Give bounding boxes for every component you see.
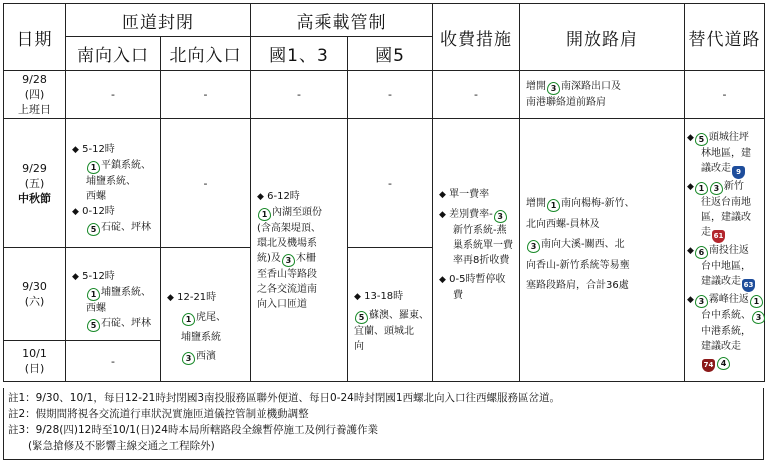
date-cell-0928 bbox=[4, 71, 66, 119]
hov13-0928: - bbox=[251, 71, 348, 119]
freeway-shield-icon: 5 bbox=[695, 133, 708, 146]
shoulder-text: 南深路出口及 bbox=[561, 81, 621, 92]
place-text: 西螺 bbox=[86, 191, 106, 202]
route-text: 建議改走 bbox=[701, 275, 741, 287]
place-text: 至香山等路段 bbox=[257, 269, 317, 280]
shoulder-text: 南向大溪-關西、北 bbox=[541, 238, 625, 250]
footnote-2: 註2：假期間將視各交流道行車狀況實施匝道儀控管制並機動調整 bbox=[8, 408, 309, 420]
shoulder-text: 北向西螺-員林及 bbox=[526, 218, 600, 230]
time-text: 12-21時 bbox=[177, 292, 217, 303]
time-text: 5-12時 bbox=[82, 144, 115, 155]
route-text: 中港系統， bbox=[701, 325, 751, 337]
date-text: 9/29 bbox=[22, 161, 47, 175]
shoulder-main-cell bbox=[520, 119, 685, 382]
date-cell-0929 bbox=[4, 119, 66, 248]
time-text: 5-12時 bbox=[82, 270, 115, 282]
weekday-text: (六) bbox=[24, 295, 45, 308]
provincial-highway-badge-icon: 74 bbox=[702, 359, 715, 372]
hov5-0930 bbox=[348, 248, 433, 382]
footnotes bbox=[3, 388, 764, 460]
freeway-shield-icon: 3 bbox=[527, 240, 540, 253]
freeway-shield-icon: 3 bbox=[182, 352, 195, 365]
freeway-shield-icon: 5 bbox=[355, 311, 368, 324]
south-entry-0930 bbox=[66, 248, 161, 341]
bullet-icon: ◆ bbox=[167, 293, 174, 303]
route-text: 台中系統、 bbox=[701, 309, 751, 321]
hov13-cell bbox=[251, 119, 348, 382]
freeway-shield-icon: 6 bbox=[695, 246, 708, 259]
route-text: 區，建議改 bbox=[701, 211, 751, 223]
bullet-icon: ◆ bbox=[439, 210, 446, 220]
toll-text: 單一費率 bbox=[449, 189, 490, 200]
bullet-icon: ◆ bbox=[72, 145, 79, 155]
shoulder-0928 bbox=[520, 71, 685, 119]
footnote-3: 註3：9/28(四)12時至10/1(日)24時本局所轄路段全線暫停施工及例行養護作業 bbox=[8, 424, 378, 436]
provincial-highway-badge-icon: 63 bbox=[742, 279, 755, 292]
south-entry-1001: - bbox=[66, 341, 161, 382]
freeway-shield-icon: 3 bbox=[547, 82, 560, 95]
header-hov-n5: 國5 bbox=[348, 37, 433, 71]
bullet-icon: ◆ bbox=[687, 245, 694, 256]
date-cell-1001 bbox=[4, 341, 66, 382]
alternate-cell bbox=[685, 119, 765, 382]
freeway-shield-icon: 1 bbox=[750, 295, 763, 308]
bullet-icon: ◆ bbox=[72, 271, 79, 282]
route-text: 林地區，建 bbox=[701, 147, 751, 159]
route-text: 建議改走 bbox=[701, 340, 741, 352]
route-text: 議改走 bbox=[701, 162, 731, 174]
date-cell-0930 bbox=[4, 248, 66, 341]
shoulder-text: 塞路段路肩，合計36處 bbox=[526, 279, 629, 291]
south-entry-0929 bbox=[66, 119, 161, 248]
place-text: 宜蘭、頭城北 bbox=[354, 326, 414, 337]
shoulder-text: 南港聯絡道前路肩 bbox=[526, 97, 606, 108]
festival-text: 中秋節 bbox=[18, 191, 51, 205]
header-hov-n1-3: 國1、3 bbox=[251, 37, 348, 71]
date-text: 9/28 bbox=[22, 73, 47, 86]
date-text: 9/30 bbox=[22, 280, 47, 293]
time-text: 6-12時 bbox=[267, 191, 300, 202]
freeway-shield-icon: 3 bbox=[494, 210, 507, 223]
freeway-shield-icon: 1 bbox=[547, 199, 560, 212]
header-open-shoulder: 開放路肩 bbox=[520, 4, 685, 71]
header-hov: 高乘載管制 bbox=[251, 4, 433, 37]
bullet-icon: ◆ bbox=[687, 294, 694, 305]
traffic-control-table bbox=[3, 3, 765, 382]
place-text: 埔鹽系統、 bbox=[101, 286, 151, 298]
place-text: (含高架堤頂、 bbox=[257, 223, 321, 234]
route-text: 往返台南地 bbox=[701, 196, 751, 208]
toll-text: 費 bbox=[453, 290, 463, 301]
header-date: 日期 bbox=[4, 4, 66, 71]
toll-0928: - bbox=[433, 71, 520, 119]
freeway-shield-icon: 3 bbox=[282, 254, 295, 267]
route-text: 台中地區， bbox=[701, 260, 751, 272]
route-text: 南投往返 bbox=[708, 244, 749, 256]
route-text: 走 bbox=[701, 226, 711, 238]
freeway-shield-icon: 1 bbox=[87, 161, 100, 174]
weekday-text: (五) bbox=[24, 176, 45, 190]
shoulder-text: 南向楊梅-新竹、 bbox=[561, 197, 635, 209]
header-toll: 收費措施 bbox=[433, 4, 520, 71]
weekday-text: (四) bbox=[24, 88, 45, 101]
freeway-shield-icon: 1 bbox=[258, 208, 271, 221]
time-text: 0-12時 bbox=[82, 206, 115, 217]
alternate-0928: - bbox=[685, 71, 765, 119]
header-ramp-closure: 匝道封閉 bbox=[66, 4, 251, 37]
freeway-shield-icon: 3 bbox=[752, 311, 765, 324]
route-text: 頭城往坪 bbox=[708, 131, 749, 143]
freeway-shield-icon: 5 bbox=[87, 319, 100, 332]
place-text: 向入口匝道 bbox=[257, 299, 307, 310]
place-text: 內湖至頭份 bbox=[272, 207, 322, 218]
header-north-entry: 北向入口 bbox=[161, 37, 251, 71]
freeway-shield-icon: 3 bbox=[695, 295, 708, 308]
toll-text: 新竹系統-燕 bbox=[453, 225, 507, 236]
provincial-highway-badge-icon: 9 bbox=[732, 166, 745, 179]
north-entry-0929: - bbox=[161, 119, 251, 248]
shoulder-text: 增開 bbox=[526, 197, 546, 209]
footnote-1: 註1：9/30、10/1，每日12-21時封閉國3南投服務區聯外便道、每日0-24時封閉國1西螺北向入口往西螺服務區岔道。 bbox=[8, 392, 561, 404]
freeway-shield-icon: 1 bbox=[695, 182, 708, 195]
place-text: 虎尾、 bbox=[196, 312, 226, 323]
weekday-text: (日) bbox=[24, 362, 45, 375]
header-alternate: 替代道路 bbox=[685, 4, 765, 71]
bullet-icon: ◆ bbox=[687, 132, 694, 143]
place-text: 之各交流道南 bbox=[257, 284, 317, 295]
place-text: 西濱 bbox=[196, 351, 216, 362]
toll-text: 差別費率- bbox=[449, 209, 493, 220]
freeway-shield-icon: 1 bbox=[182, 313, 195, 326]
toll-text: 巢系統單一費 bbox=[453, 240, 513, 251]
provincial-highway-badge-icon: 61 bbox=[712, 230, 725, 243]
bullet-icon: ◆ bbox=[439, 275, 446, 285]
bullet-icon: ◆ bbox=[72, 207, 79, 217]
toll-cell bbox=[433, 119, 520, 382]
hov5-0929: - bbox=[348, 119, 433, 248]
place-text: 埔鹽系統、 bbox=[86, 176, 136, 187]
route-text: 新竹 bbox=[723, 180, 744, 192]
freeway-shield-icon: 5 bbox=[87, 223, 100, 236]
shoulder-text: 增開 bbox=[526, 81, 546, 92]
date-text: 10/1 bbox=[22, 347, 47, 360]
shoulder-text: 向香山-新竹系統等易壅 bbox=[526, 259, 630, 271]
bullet-icon: ◆ bbox=[257, 192, 264, 202]
freeway-shield-icon: 3 bbox=[710, 182, 723, 195]
freeway-shield-icon: 4 bbox=[717, 357, 730, 370]
header-south-entry: 南向入口 bbox=[66, 37, 161, 71]
north-entry-0930 bbox=[161, 248, 251, 382]
place-text: 石碇、坪林 bbox=[101, 222, 151, 233]
bullet-icon: ◆ bbox=[439, 190, 446, 200]
place-text: 木柵 bbox=[295, 253, 316, 264]
place-text: 石碇、坪林 bbox=[101, 317, 151, 329]
place-text: 統)及 bbox=[257, 253, 281, 264]
place-text: 蘇澳、羅東、 bbox=[369, 310, 429, 321]
place-text: 平鎮系統、 bbox=[101, 160, 151, 171]
hov5-0928: - bbox=[348, 71, 433, 119]
north-entry-0928: - bbox=[161, 71, 251, 119]
toll-text: 0-5時暫停收 bbox=[449, 274, 506, 285]
footnote-3-cont: (緊急搶修及不影響主線交通之工程除外) bbox=[28, 440, 215, 452]
place-text: 埔鹽系統 bbox=[181, 332, 221, 343]
place-text: 向 bbox=[354, 341, 364, 352]
toll-text: 率再8折收費 bbox=[453, 255, 510, 266]
place-text: 西螺 bbox=[86, 302, 106, 314]
time-text: 13-18時 bbox=[364, 291, 404, 302]
place-text: 環北及機場系 bbox=[257, 238, 317, 249]
south-entry-0928: - bbox=[66, 71, 161, 119]
route-text: 霧峰往返 bbox=[708, 293, 749, 305]
bullet-icon: ◆ bbox=[687, 181, 694, 192]
bullet-icon: ◆ bbox=[354, 292, 361, 302]
freeway-shield-icon: 1 bbox=[87, 288, 100, 301]
day-note-text: 上班日 bbox=[18, 103, 51, 116]
